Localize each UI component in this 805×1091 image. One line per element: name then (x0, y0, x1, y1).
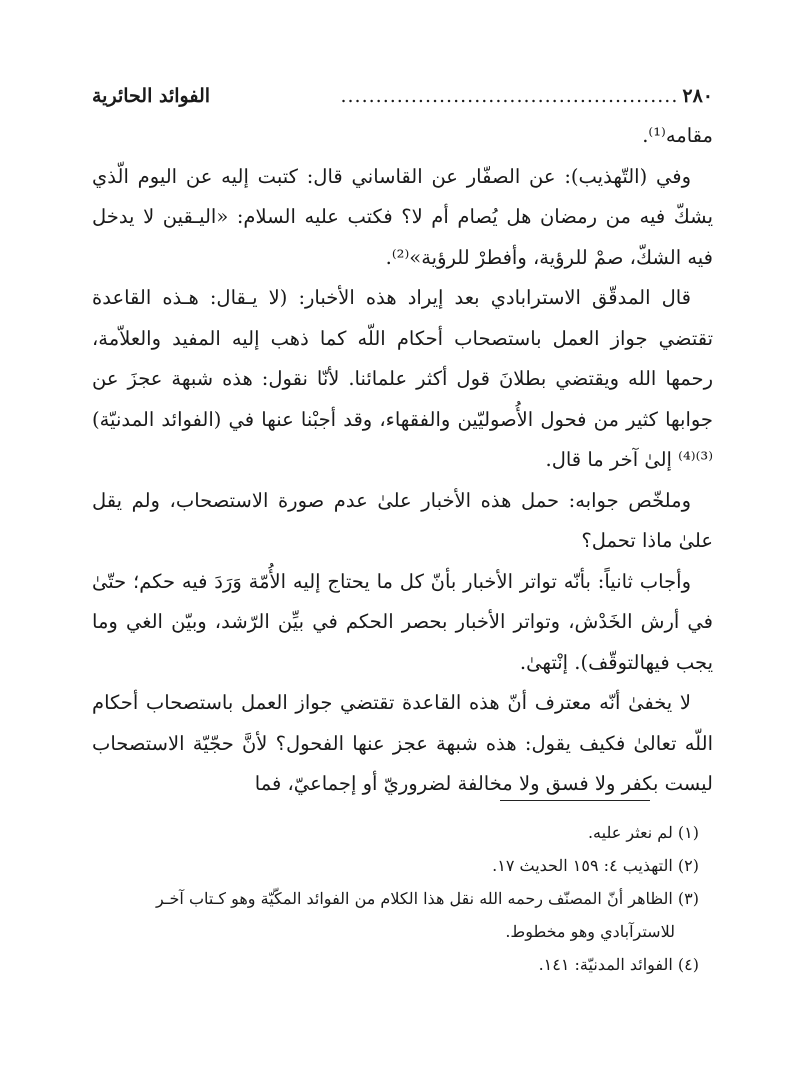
page-number: ٢٨٠ (682, 85, 713, 107)
footnotes (92, 816, 713, 981)
paragraph: وفي (التّهذيب): عن الصفّار عن القاساني قال: كتبت إليه عن اليوم الّذي يشكّ فيه من رمضان هل يُصام أم لا؟ فكتب عليه السلام: «اليـقين لا يدخل فيه الشكّ، صمْ للرؤية، وأفطرْ للرؤية»⁽²⁾. (92, 164, 713, 269)
paragraph: وأجاب ثانياً: بأنّه تواتر الأخبار بأنّ كل ما يحتاج إليه الأُمّة وَرَدَ فيه حكم؛ حتّىٰ في أرش الخَدْش، وتواتر الأخبار بحصر الحكم في بيِّن الرّشد، وبيّن الغي وما يجب فيهالتوقّف). إنْتهىٰ. (92, 569, 713, 674)
footnote-separator (500, 800, 650, 801)
footnote: (٢) التهذيب ٤: ١٥٩ الحديث ١٧. (492, 856, 699, 875)
paragraph: لا يخفىٰ أنّه معترف أنّ هذه القاعدة تقتضي جواز العمل باستصحاب أحكام اللّه تعالىٰ فكيف يقول: هذه شبهة عجز عنها الفحول؟ لأنَّ حجّيّة الاستصحاب ليست بكفر ولا فسق ولا مخالفة لضروريّ أو إجماعيّ، فما (92, 691, 713, 795)
footnote: (٣) الظاهر أنّ المصنّف رحمه الله نقل هذا الكلام من الفوائد المكّيّة وهو كـتاب آخـر (156, 889, 699, 908)
book-title: الفوائد الحائرية (92, 85, 211, 107)
footnote: (٤) الفوائد المدنيّة: ١٤١. (538, 955, 699, 974)
footnote-continuation: للاسترآبادي وهو مخطوط. (505, 922, 675, 941)
header-leader-dots: ................................................ (340, 85, 679, 107)
paragraph: مقامه⁽¹⁾. (642, 124, 713, 147)
running-header (92, 78, 713, 114)
paragraph: قال المدقّق الاسترابادي بعد إيراد هذه الأخبار: (لا يـقال: هـذه القاعدة تقتضي جواز العمل باستصحاب أحكام اللّه كما ذهب إليه المفيد والعلاّمة، رحمها الله ويقتضي بطلانَ قول أكثر علمائنا. لأنّا نقول: هذه شبهة عجزَ عن جوابها كثير من فحول الأُصوليّين والفقهاء، وقد أجبْنا عنها في (الفوائد المدنيّة)⁽³⁾⁽⁴⁾ إلىٰ آخر ما قال. (92, 286, 713, 471)
footnote: (١) لم نعثر عليه. (587, 823, 699, 842)
paragraph: وملخّص جوابه: حمل هذه الأخبار علىٰ عدم صورة الاستصحاب، ولم يقل علىٰ ماذا تحمل؟ (92, 488, 713, 552)
main-text (92, 116, 713, 805)
